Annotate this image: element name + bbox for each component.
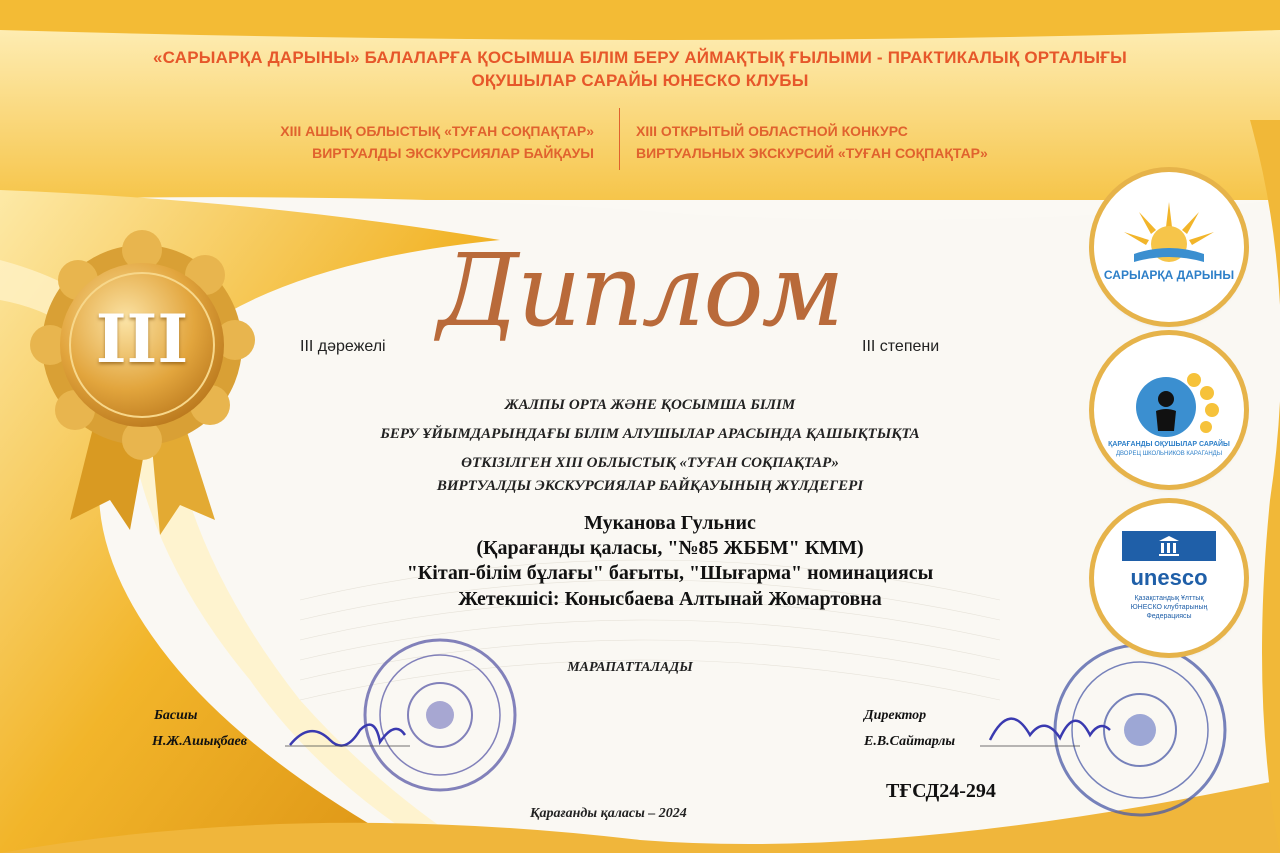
logo2-text-1: ҚАРАҒАНДЫ ОҚУШЫЛАР САРАЙЫ — [1108, 441, 1230, 448]
logo3-line-1: Қазақстандық Ұлттық — [1134, 595, 1204, 602]
logo3-line-2: ЮНЕСКО клубтарының — [1130, 604, 1208, 611]
sun-book-icon — [1094, 172, 1244, 322]
competition-divider — [619, 108, 620, 170]
competition-ru-line-1: XIII ОТКРЫТЫЙ ОБЛАСТНОЙ КОНКУРС — [636, 123, 908, 139]
signature-left-name: Н.Ж.Ашықбаев — [152, 734, 248, 749]
competition-title-kz — [174, 120, 594, 164]
degree-kz: III дәрежелі — [300, 338, 386, 355]
winner-school: (Қарағанды қаласы, "№85 ЖББМ" КММ) — [476, 537, 864, 559]
logo3-line-3: Федерациясы — [1146, 613, 1192, 620]
award-text: МАРАПАТТАЛАДЫ — [567, 660, 693, 675]
karagandy-palace-logo — [1094, 335, 1244, 485]
signature-right-title: Директор — [864, 708, 927, 723]
unesco-brand: unesco — [1130, 565, 1208, 590]
logo2-text-2: ДВОРЕЦ ШКОЛЬНИКОВ КАРАГАНДЫ — [1115, 451, 1223, 457]
unesco-temple-icon — [1122, 531, 1216, 561]
city-year: Қарағанды қаласы – 2024 — [530, 806, 687, 821]
unesco-club-logo — [1094, 503, 1244, 653]
logo1-text: САРЫАРҚА ДАРЫНЫ — [1103, 268, 1235, 282]
body-line-3: ӨТКІЗІЛГЕН XIII ОБЛЫСТЫҚ «ТУҒАН СОҚПАҚТАР» — [461, 455, 839, 471]
body-line-4: ВИРТУАЛДЫ ЭКСКУРСИЯЛАР БАЙҚАУЫНЫҢ ЖҮЛДЕГЕРІ — [436, 478, 864, 494]
child-sun-icon — [1094, 335, 1244, 485]
body-line-1: ЖАЛПЫ ОРТА ЖӘНЕ ҚОСЫМША БІЛІМ — [504, 397, 796, 413]
competition-kz-line-2: ВИРТУАЛДЫ ЭКСКУРСИЯЛАР БАЙҚАУЫ — [312, 145, 594, 161]
medal-label: III — [95, 300, 189, 378]
header-org-line-1: «САРЫАРҚА ДАРЫНЫ» БАЛАЛАРҒА ҚОСЫМША БІЛІМ БЕРУ АЙМАҚТЫҚ ҒЫЛЫМИ - ПРАКТИКАЛЫҚ ОРТАЛЫҒЫ — [153, 48, 1127, 67]
competition-kz-line-1: XIII АШЫҚ ОБЛЫСТЫҚ «ТУҒАН СОҚПАҚТАР» — [280, 123, 594, 139]
winner-supervisor: Жетекшісі: Конысбаева Алтынай Жомартовна — [458, 588, 882, 610]
competition-title-ru — [636, 120, 1096, 164]
signature-right-name: Е.В.Сайтарлы — [864, 734, 956, 749]
body-line-2: БЕРУ ҰЙЫМДАРЫНДАҒЫ БІЛІМ АЛУШЫЛАР АРАСЫНДА ҚАШЫҚТЫҚТА — [380, 426, 920, 442]
saryarka-daryny-logo — [1094, 172, 1244, 322]
signature-left-title: Басшы — [154, 708, 198, 723]
winner-nomination: "Кітап-білім бұлағы" бағыты, "Шығарма" номинациясы — [406, 562, 934, 584]
competition-ru-line-2: ВИРТУАЛЬНЫХ ЭКСКУРСИЙ «ТУҒАН СОҚПАҚТАР» — [636, 145, 988, 161]
diploma-code: ТҒСД24-294 — [886, 780, 996, 802]
degree-ru: III степени — [862, 338, 940, 355]
header-org-line-2: ОҚУШЫЛАР САРАЙЫ ЮНЕСКО КЛУБЫ — [471, 71, 809, 90]
diploma-title: Диплом — [437, 232, 843, 349]
winner-name: Муканова Гульнис — [584, 512, 756, 534]
